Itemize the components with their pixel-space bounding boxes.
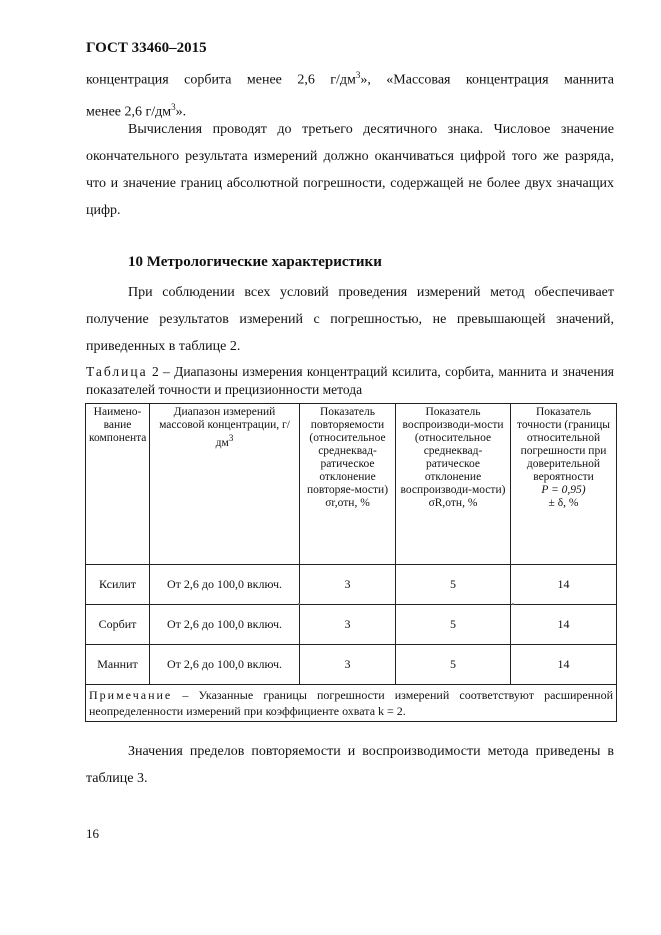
repeatability-symbol: σr,отн, %	[325, 497, 370, 509]
table-row: Маннит От 2,6 до 100,0 включ. 3 5 14	[86, 645, 617, 685]
para1-line2: менее 2,6 г/дм	[86, 104, 172, 120]
accuracy-symbol: ± δ, %	[548, 497, 579, 509]
table-header-row	[86, 404, 617, 565]
paragraph-calculation: Вычисления проводят до третьего десятичного знака. Числовое значение окончательного результата измерений должно оканчиваться цифрой того же разряда, что и значение границ абсолютной погрешности, содержащей не более двух значащих цифр.	[86, 122, 614, 218]
reproducibility-symbol: σR,отн, %	[428, 497, 478, 509]
table-row: Ксилит От 2,6 до 100,0 включ. 3 5 14	[86, 565, 617, 605]
section-title: 10 Метрологические характеристики	[128, 254, 382, 270]
header-repeatability: Показатель повторяемости (относительное среднеквад-ратическое отклонение повторяе-мости) σr,отн, %	[300, 404, 396, 565]
header-reproducibility: Показатель воспроизводи-мости (относительное среднеквад-ратическое отклонение воспроизводи-мости) σR,отн, %	[396, 404, 511, 565]
scan-speck	[298, 603, 300, 605]
metrology-table	[85, 403, 617, 722]
table-row: Сорбит От 2,6 до 100,0 включ. 3 5 14	[86, 605, 617, 645]
scan-speck	[512, 603, 514, 605]
table-note: Примечание – Указанные границы погрешности измерений соответствуют расширенной неопределенности измерений при коэффициенте охвата k = 2.	[86, 685, 617, 722]
paragraph-limits: Значения пределов повторяемости и воспроизводимости метода приведены в таблице 3.	[86, 744, 614, 786]
table-caption: Таблица 2 – Диапазоны измерения концентраций ксилита, сорбита, маннита и значения показателей точности и прецизионности метода	[86, 364, 614, 397]
table-caption-label: Таблица	[86, 364, 148, 379]
document-header: ГОСТ 33460–2015	[86, 40, 207, 56]
page-number: 16	[86, 826, 99, 841]
header-range: Диапазон измерений массовой концентрации, $г/дм^3$	[150, 404, 300, 565]
paragraph-metrology: При соблюдении всех условий проведения измерений метод обеспечивает получение результатов измерений с погрешностью, не превышающей значений, приведенных в таблице 2.	[86, 285, 614, 354]
header-accuracy: Показатель точности (границы относительной погрешности при доверительной вероятности P = 0,95) ± δ, %	[511, 404, 617, 565]
table-note-row	[86, 685, 617, 722]
para1-line1: концентрация сорбита менее 2,6 г/дм	[86, 72, 356, 88]
paragraph-continuation: концентрация сорбита менее 2,6 $г/дм^3$», «Массовая концентрация маннита менее 2,6 $г/дм^3$».	[86, 70, 614, 120]
header-component: Наимено-вание компонента	[86, 404, 150, 565]
note-label: Примечание	[89, 688, 173, 702]
